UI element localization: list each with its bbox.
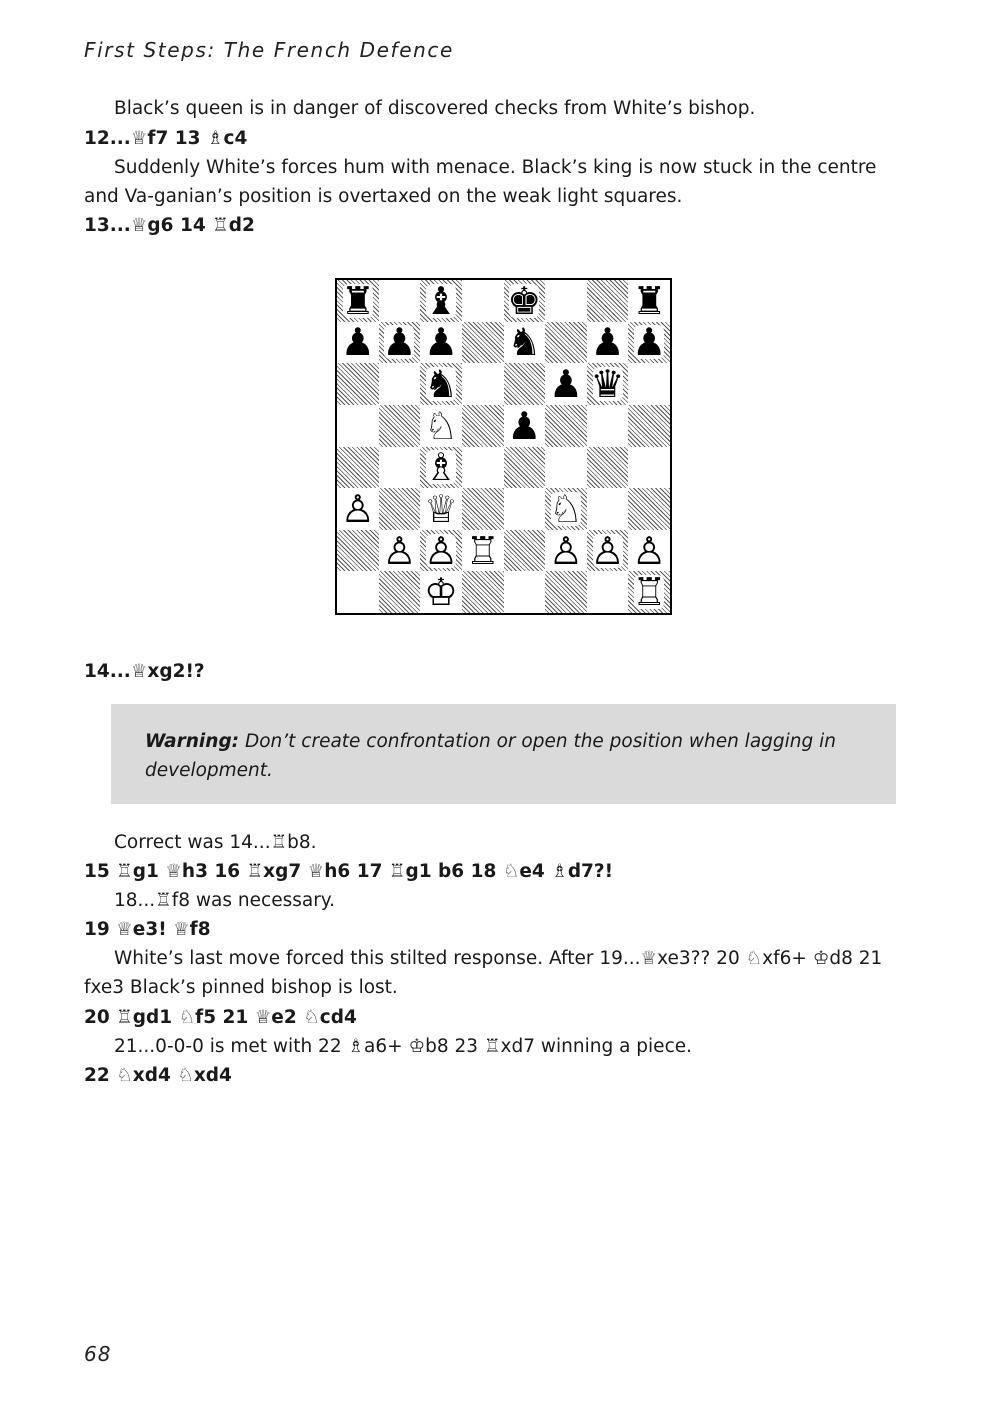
chess-piece-h8: ♜ xyxy=(632,280,667,322)
square-e4 xyxy=(504,447,546,489)
square-c4 xyxy=(420,447,462,489)
running-head: First Steps: The French Defence xyxy=(84,38,454,62)
chess-piece-g6: ♛ xyxy=(590,363,625,405)
square-a5 xyxy=(337,405,379,447)
paragraph: Correct was 14...♖b8. xyxy=(114,832,317,853)
square-g1 xyxy=(587,571,629,613)
move-line: 13...♕g6 14 ♖d2 xyxy=(84,215,255,236)
chess-diagram xyxy=(335,278,672,615)
paragraph: 18...♖f8 was necessary. xyxy=(114,890,335,911)
page-number: 68 xyxy=(84,1342,112,1366)
square-f2 xyxy=(545,530,587,572)
chess-piece-f6: ♟ xyxy=(548,363,583,405)
chess-piece-f2: ♙ xyxy=(548,529,583,572)
square-f3 xyxy=(545,488,587,530)
square-c5 xyxy=(420,405,462,447)
square-a8 xyxy=(337,280,379,322)
square-g7 xyxy=(587,322,629,364)
square-c3 xyxy=(420,488,462,530)
square-e2 xyxy=(504,530,546,572)
square-e7 xyxy=(504,322,546,364)
square-a7 xyxy=(337,322,379,364)
square-e5 xyxy=(504,405,546,447)
chess-piece-h7: ♟ xyxy=(632,321,667,364)
square-h1 xyxy=(628,571,670,613)
chess-piece-e5: ♟ xyxy=(507,404,542,447)
chess-piece-c2: ♙ xyxy=(424,529,459,572)
square-g4 xyxy=(587,447,629,489)
square-c8 xyxy=(420,280,462,322)
square-f4 xyxy=(545,447,587,489)
square-h4 xyxy=(628,447,670,489)
square-a4 xyxy=(337,447,379,489)
move-line: 19 ♕e3! ♕f8 xyxy=(84,919,211,940)
square-b6 xyxy=(379,363,421,405)
square-d1 xyxy=(462,571,504,613)
move-line: 22 ♘xd4 ♘xd4 xyxy=(84,1065,232,1086)
warning-box xyxy=(111,704,896,804)
square-f8 xyxy=(545,280,587,322)
square-a2 xyxy=(337,530,379,572)
square-d2 xyxy=(462,530,504,572)
square-b5 xyxy=(379,405,421,447)
move-line: 20 ♖gd1 ♘f5 21 ♕e2 ♘cd4 xyxy=(84,1007,357,1028)
warning-label: Warning: xyxy=(145,731,240,752)
square-b8 xyxy=(379,280,421,322)
square-b2 xyxy=(379,530,421,572)
square-f1 xyxy=(545,571,587,613)
paragraph: Black’s queen is in danger of discovered checks from White’s bishop. xyxy=(114,98,756,119)
chess-piece-c8: ♝ xyxy=(424,280,459,322)
chess-piece-a3: ♙ xyxy=(340,488,375,530)
square-h5 xyxy=(628,405,670,447)
square-c7 xyxy=(420,322,462,364)
chess-piece-b2: ♙ xyxy=(382,529,417,572)
square-b4 xyxy=(379,447,421,489)
chess-piece-h1: ♖ xyxy=(632,571,667,613)
square-f5 xyxy=(545,405,587,447)
chess-piece-c7: ♟ xyxy=(424,321,459,364)
chess-piece-c4: ♗ xyxy=(424,446,459,489)
warning-text xyxy=(145,727,845,785)
chess-board xyxy=(335,278,672,615)
chess-piece-a7: ♟ xyxy=(340,321,375,364)
square-g6 xyxy=(587,363,629,405)
chess-piece-f3: ♘ xyxy=(548,488,583,530)
square-e6 xyxy=(504,363,546,405)
square-h8 xyxy=(628,280,670,322)
square-c6 xyxy=(420,363,462,405)
square-a6 xyxy=(337,363,379,405)
square-g8 xyxy=(587,280,629,322)
square-a1 xyxy=(337,571,379,613)
chess-piece-g2: ♙ xyxy=(590,529,625,572)
square-h3 xyxy=(628,488,670,530)
square-e8 xyxy=(504,280,546,322)
square-f6 xyxy=(545,363,587,405)
chess-piece-c5: ♘ xyxy=(424,404,459,447)
square-g2 xyxy=(587,530,629,572)
square-h7 xyxy=(628,322,670,364)
warning-body: Don’t create confrontation or open the position when lagging in development. xyxy=(145,731,836,781)
chess-piece-c6: ♞ xyxy=(424,363,459,405)
square-d7 xyxy=(462,322,504,364)
square-d4 xyxy=(462,447,504,489)
paragraph: White’s last move forced this stilted response. After 19...♕xe3?? 20 ♘xf6+ ♔d8 21 fxe3 Black’s pinned bishop is lost. xyxy=(84,948,883,998)
square-b7 xyxy=(379,322,421,364)
chess-piece-d2: ♖ xyxy=(465,529,500,572)
square-g5 xyxy=(587,405,629,447)
square-h6 xyxy=(628,363,670,405)
square-c1 xyxy=(420,571,462,613)
square-b1 xyxy=(379,571,421,613)
chess-piece-g7: ♟ xyxy=(590,321,625,364)
square-a3 xyxy=(337,488,379,530)
move-line: 12...♕f7 13 ♗c4 xyxy=(84,128,248,149)
move-line: 14...♕xg2!? xyxy=(84,661,205,682)
paragraph: 21...0-0-0 is met with 22 ♗a6+ ♔b8 23 ♖xd7 winning a piece. xyxy=(114,1036,692,1057)
square-d6 xyxy=(462,363,504,405)
chess-piece-h2: ♙ xyxy=(632,529,667,572)
square-d8 xyxy=(462,280,504,322)
square-g3 xyxy=(587,488,629,530)
move-line: 15 ♖g1 ♕h3 16 ♖xg7 ♕h6 17 ♖g1 b6 18 ♘e4 ♗d7?! xyxy=(84,861,614,882)
square-b3 xyxy=(379,488,421,530)
chess-piece-c3: ♕ xyxy=(424,488,459,530)
square-e1 xyxy=(504,571,546,613)
square-d5 xyxy=(462,405,504,447)
square-f7 xyxy=(545,322,587,364)
square-e3 xyxy=(504,488,546,530)
chess-piece-e8: ♚ xyxy=(507,280,542,322)
square-d3 xyxy=(462,488,504,530)
chess-piece-c1: ♔ xyxy=(424,571,459,613)
chess-piece-b7: ♟ xyxy=(382,321,417,364)
paragraph: Suddenly White’s forces hum with menace. Black’s king is now stuck in the centre and Va-ganian’s position is overtaxed on the weak light squares. xyxy=(84,157,877,207)
square-h2 xyxy=(628,530,670,572)
chess-piece-e7: ♞ xyxy=(507,321,542,364)
chess-piece-a8: ♜ xyxy=(340,280,375,322)
square-c2 xyxy=(420,530,462,572)
